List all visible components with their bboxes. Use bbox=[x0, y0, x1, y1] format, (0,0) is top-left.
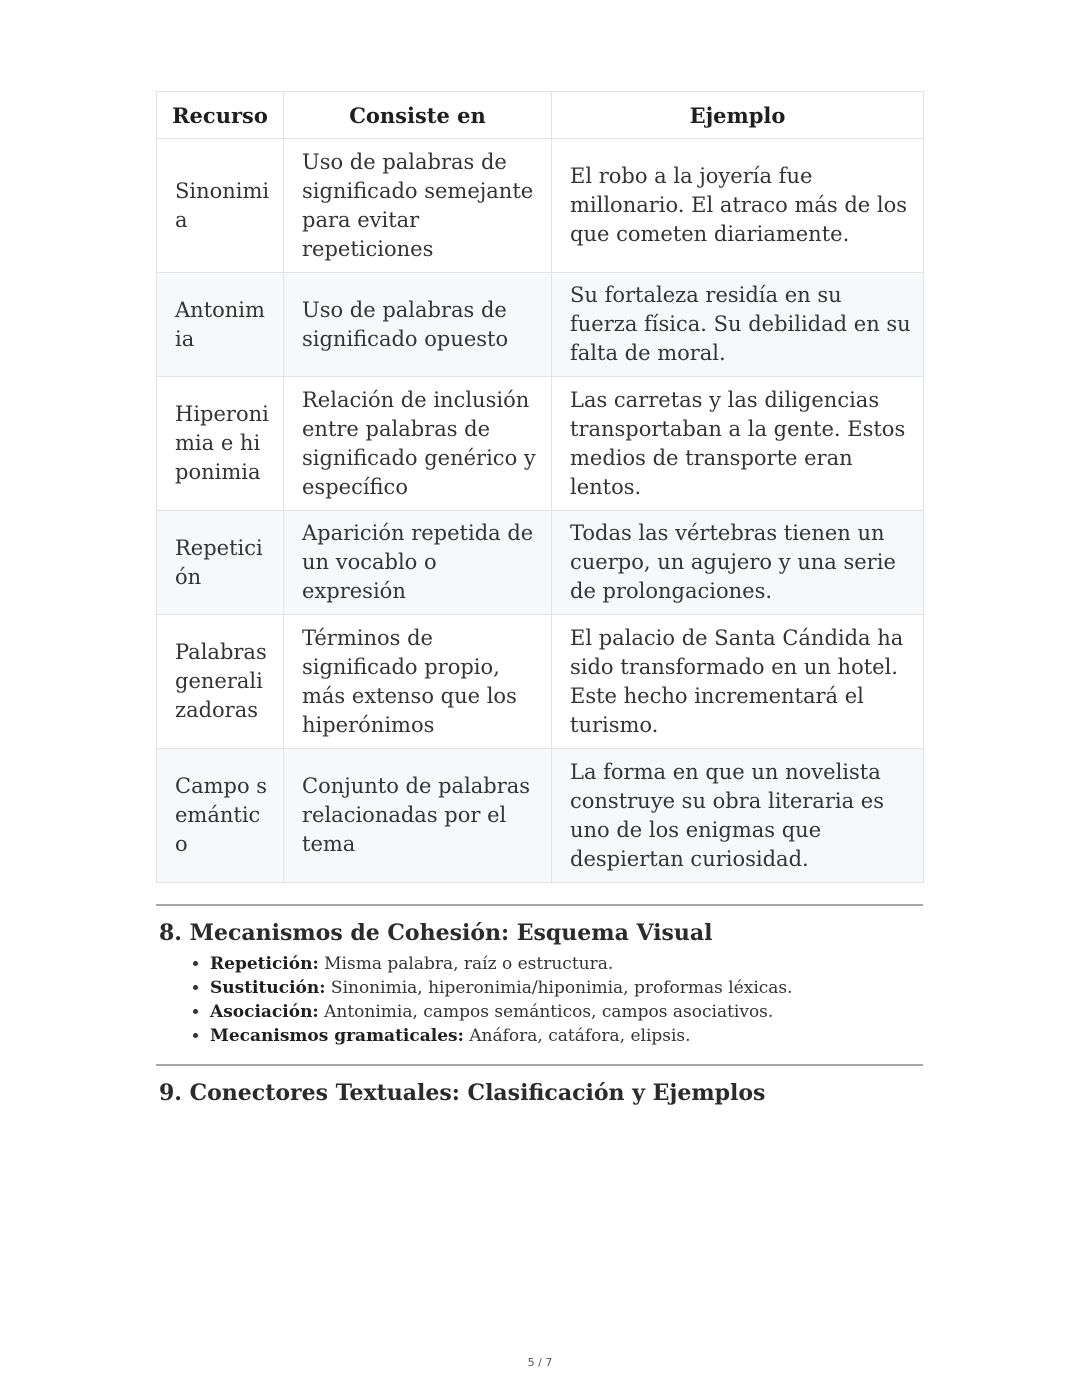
row-example-cell: La forma en que un novelista construye su obra literaria es uno de los enigmas que despiertan curiosidad. bbox=[552, 749, 924, 883]
column-header-recurso: Recurso bbox=[157, 92, 284, 139]
column-header-consiste-en: Consiste en bbox=[284, 92, 552, 139]
list-item bbox=[210, 1000, 923, 1024]
list-item-text: Sinonimia, hiperonimia/hiponimia, proformas léxicas. bbox=[325, 978, 793, 998]
section-9-title: 9. Conectores Textuales: Clasificación y Ejemplos bbox=[159, 1080, 766, 1106]
row-example-cell: El palacio de Santa Cándida ha sido transformado en un hotel. Este hecho incrementará el turismo. bbox=[552, 615, 924, 749]
cohesion-mechanisms-list bbox=[156, 952, 923, 1048]
table-row bbox=[157, 749, 924, 883]
section-divider bbox=[156, 904, 923, 906]
list-item-label: Repetición: bbox=[210, 954, 319, 974]
section-8-title: 8. Mecanismos de Cohesión: Esquema Visual bbox=[159, 920, 713, 946]
list-item bbox=[210, 952, 923, 976]
row-example-cell: El robo a la joyería fue millonario. El atraco más de los que cometen diariamente. bbox=[552, 139, 924, 273]
row-definition-cell: Uso de palabras de significado opuesto bbox=[284, 273, 552, 377]
cohesion-resources-table bbox=[156, 91, 924, 883]
list-item-label: Mecanismos gramaticales: bbox=[210, 1026, 464, 1046]
row-term-cell: Repetición bbox=[157, 511, 284, 615]
page-indicator: 5 / 7 bbox=[527, 1356, 553, 1369]
section-9 bbox=[156, 1078, 923, 1108]
list-item-label: Sustitución: bbox=[210, 978, 326, 998]
row-definition-cell: Términos de significado propio, más extenso que los hiperónimos bbox=[284, 615, 552, 749]
column-header-ejemplo: Ejemplo bbox=[552, 92, 924, 139]
row-definition-cell: Uso de palabras de significado semejante para evitar repeticiones bbox=[284, 139, 552, 273]
row-example-cell: Su fortaleza residía en su fuerza física. Su debilidad en su falta de moral. bbox=[552, 273, 924, 377]
table-header-row bbox=[157, 92, 924, 139]
list-item-text: Misma palabra, raíz o estructura. bbox=[318, 954, 614, 974]
list-item-text: Anáfora, catáfora, elipsis. bbox=[463, 1026, 691, 1046]
section-divider bbox=[156, 1064, 923, 1066]
document-page bbox=[156, 91, 923, 1108]
row-example-cell: Todas las vértebras tienen un cuerpo, un agujero y una serie de prolongaciones. bbox=[552, 511, 924, 615]
row-term-cell: Hiperonimia e hiponimia bbox=[157, 377, 284, 511]
list-item-text: Antonimia, campos semánticos, campos asociativos. bbox=[318, 1002, 774, 1022]
table-row bbox=[157, 377, 924, 511]
row-term-cell: Palabras generalizadoras bbox=[157, 615, 284, 749]
row-term-cell: Campo semántico bbox=[157, 749, 284, 883]
table-row bbox=[157, 139, 924, 273]
row-term-cell: Sinonimia bbox=[157, 139, 284, 273]
table-row bbox=[157, 615, 924, 749]
row-example-cell: Las carretas y las diligencias transportaban a la gente. Estos medios de transporte eran lentos. bbox=[552, 377, 924, 511]
list-item bbox=[210, 1024, 923, 1048]
row-definition-cell: Aparición repetida de un vocablo o expresión bbox=[284, 511, 552, 615]
row-definition-cell: Conjunto de palabras relacionadas por el tema bbox=[284, 749, 552, 883]
row-term-cell: Antonimia bbox=[157, 273, 284, 377]
list-item-label: Asociación: bbox=[210, 1002, 319, 1022]
list-item bbox=[210, 976, 923, 1000]
section-8 bbox=[156, 918, 923, 1048]
table-row bbox=[157, 273, 924, 377]
table-row bbox=[157, 511, 924, 615]
row-definition-cell: Relación de inclusión entre palabras de significado genérico y específico bbox=[284, 377, 552, 511]
